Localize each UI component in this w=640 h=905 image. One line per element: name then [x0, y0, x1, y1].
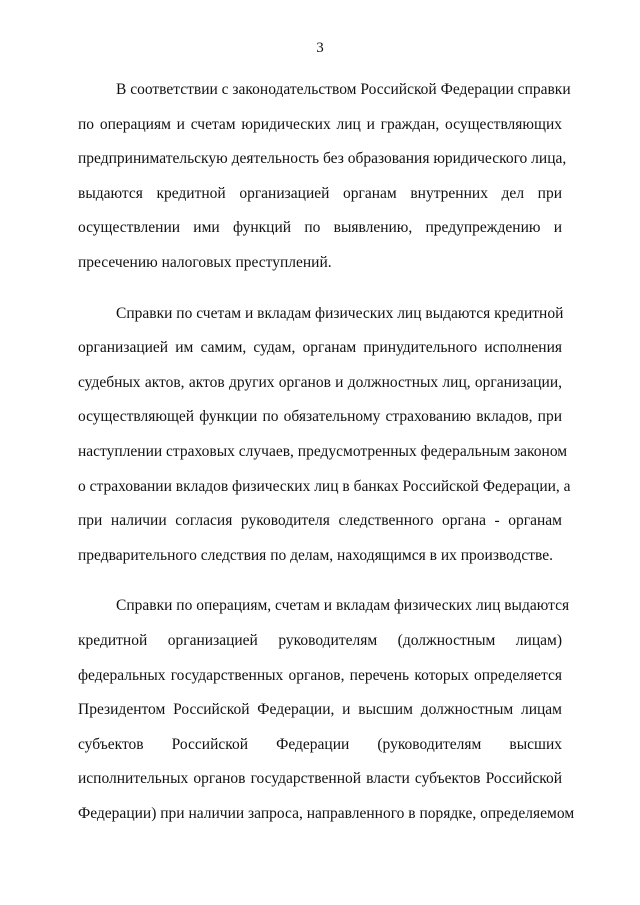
- text-line: предпринимательскую деятельность без образования юридического лица,: [78, 150, 567, 168]
- text-line: субъектов Российской Федерации (руководителям высших: [78, 735, 562, 753]
- text-line: Федерации) при наличии запроса, направленного в порядке, определяемом: [78, 804, 575, 822]
- text-line: судебных актов, актов других органов и должностных лиц, организации,: [78, 373, 562, 391]
- text-line: о страховании вкладов физических лиц в банках Российской Федерации, а: [78, 477, 571, 495]
- text-line: выдаются кредитной организацией органам внутренних дел при: [78, 184, 562, 202]
- text-line: пресечению налоговых преступлений.: [78, 253, 332, 271]
- document-body: [78, 73, 575, 847]
- paragraph-3: [78, 589, 575, 831]
- text-line: В соответствии с законодательством Российской Федерации справки: [116, 81, 571, 98]
- text-line: организацией им самим, судам, органам принудительного исполнения: [78, 339, 562, 357]
- text-line: кредитной организацией руководителям (должностным лицам): [78, 631, 562, 649]
- page-number: 3: [316, 40, 324, 56]
- text-line: исполнительных органов государственной власти субъектов Российской: [78, 770, 562, 788]
- text-line: осуществляющей функции по обязательному страхованию вкладов, при: [78, 408, 562, 426]
- text-line: Справки по счетам и вкладам физических лиц выдаются кредитной: [116, 304, 564, 322]
- text-line: федеральных государственных органов, перечень которых определяется: [78, 666, 562, 684]
- paragraph-1: [78, 73, 571, 281]
- paragraph-2: [78, 297, 571, 574]
- text-line: Президентом Российской Федерации, и высшим должностным лицам: [78, 701, 562, 719]
- text-line: наступлении страховых случаев, предусмотренных федеральным законом: [78, 442, 568, 460]
- text-line: по операциям и счетам юридических лиц и граждан, осуществляющих: [78, 115, 562, 133]
- text-line: при наличии согласия руководителя следственного органа - органам: [78, 512, 562, 530]
- text-line: предварительного следствия по делам, находящимся в их производстве.: [78, 546, 553, 564]
- text-line: осуществлении ими функций по выявлению, предупреждению и: [78, 219, 562, 237]
- text-line: Справки по операциям, счетам и вкладам физических лиц выдаются: [116, 597, 570, 615]
